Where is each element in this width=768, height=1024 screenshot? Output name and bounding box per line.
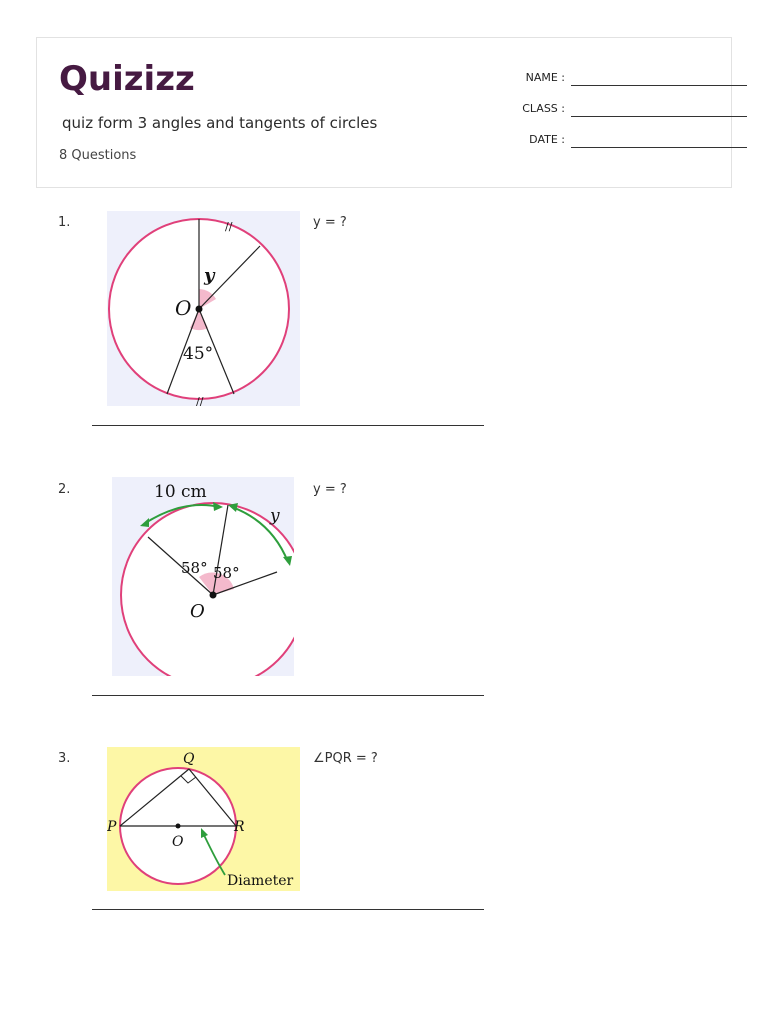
question-2-number: 2. <box>58 482 71 497</box>
class-line[interactable] <box>571 116 747 117</box>
question-count: 8 Questions <box>59 148 137 163</box>
name-line[interactable] <box>571 85 747 86</box>
name-field[interactable] <box>487 69 747 89</box>
angle-right-label: 58° <box>213 564 240 582</box>
center-label: O <box>172 834 184 850</box>
center-point <box>210 592 217 599</box>
tick-mark-bottom: // <box>196 395 204 406</box>
arc-y-label: y <box>270 506 280 526</box>
arc-length-label: 10 cm <box>154 482 207 502</box>
question-2-figure <box>112 477 294 676</box>
date-field[interactable] <box>487 131 747 151</box>
question-1-answer-line[interactable] <box>92 425 484 426</box>
diameter-label: Diameter <box>227 873 294 889</box>
point-q-label: Q <box>183 751 195 767</box>
logo-graphic <box>59 56 199 100</box>
date-label: DATE : <box>529 133 565 146</box>
center-point <box>176 824 181 829</box>
point-r-label: R <box>234 819 245 835</box>
angle-left-label: 58° <box>181 559 208 577</box>
quizizz-logo <box>59 56 199 104</box>
quiz-title: quiz form 3 angles and tangents of circles <box>62 114 378 132</box>
worksheet-header <box>36 37 732 188</box>
logo-text: Quizizz <box>59 59 195 99</box>
question-3-text: ∠PQR = ? <box>313 751 378 766</box>
name-label: NAME : <box>525 71 565 84</box>
class-label: CLASS : <box>522 102 565 115</box>
question-1-text: y = ? <box>313 215 347 230</box>
center-label: O <box>190 601 205 622</box>
class-field[interactable] <box>487 100 747 120</box>
question-3-number: 3. <box>58 751 71 766</box>
angle-y-label: y <box>204 265 215 286</box>
question-2-answer-line[interactable] <box>92 695 484 696</box>
question-2-text: y = ? <box>313 482 347 497</box>
center-label: O <box>175 296 192 320</box>
angle-45-label: 45° <box>183 344 214 364</box>
point-p-label: P <box>107 819 117 835</box>
center-point <box>196 306 203 313</box>
tick-mark-top: // <box>225 220 233 233</box>
question-1-number: 1. <box>58 215 71 230</box>
question-3-figure <box>107 747 300 891</box>
question-3-answer-line[interactable] <box>92 909 484 910</box>
question-1-figure <box>107 211 300 406</box>
date-line[interactable] <box>571 147 747 148</box>
